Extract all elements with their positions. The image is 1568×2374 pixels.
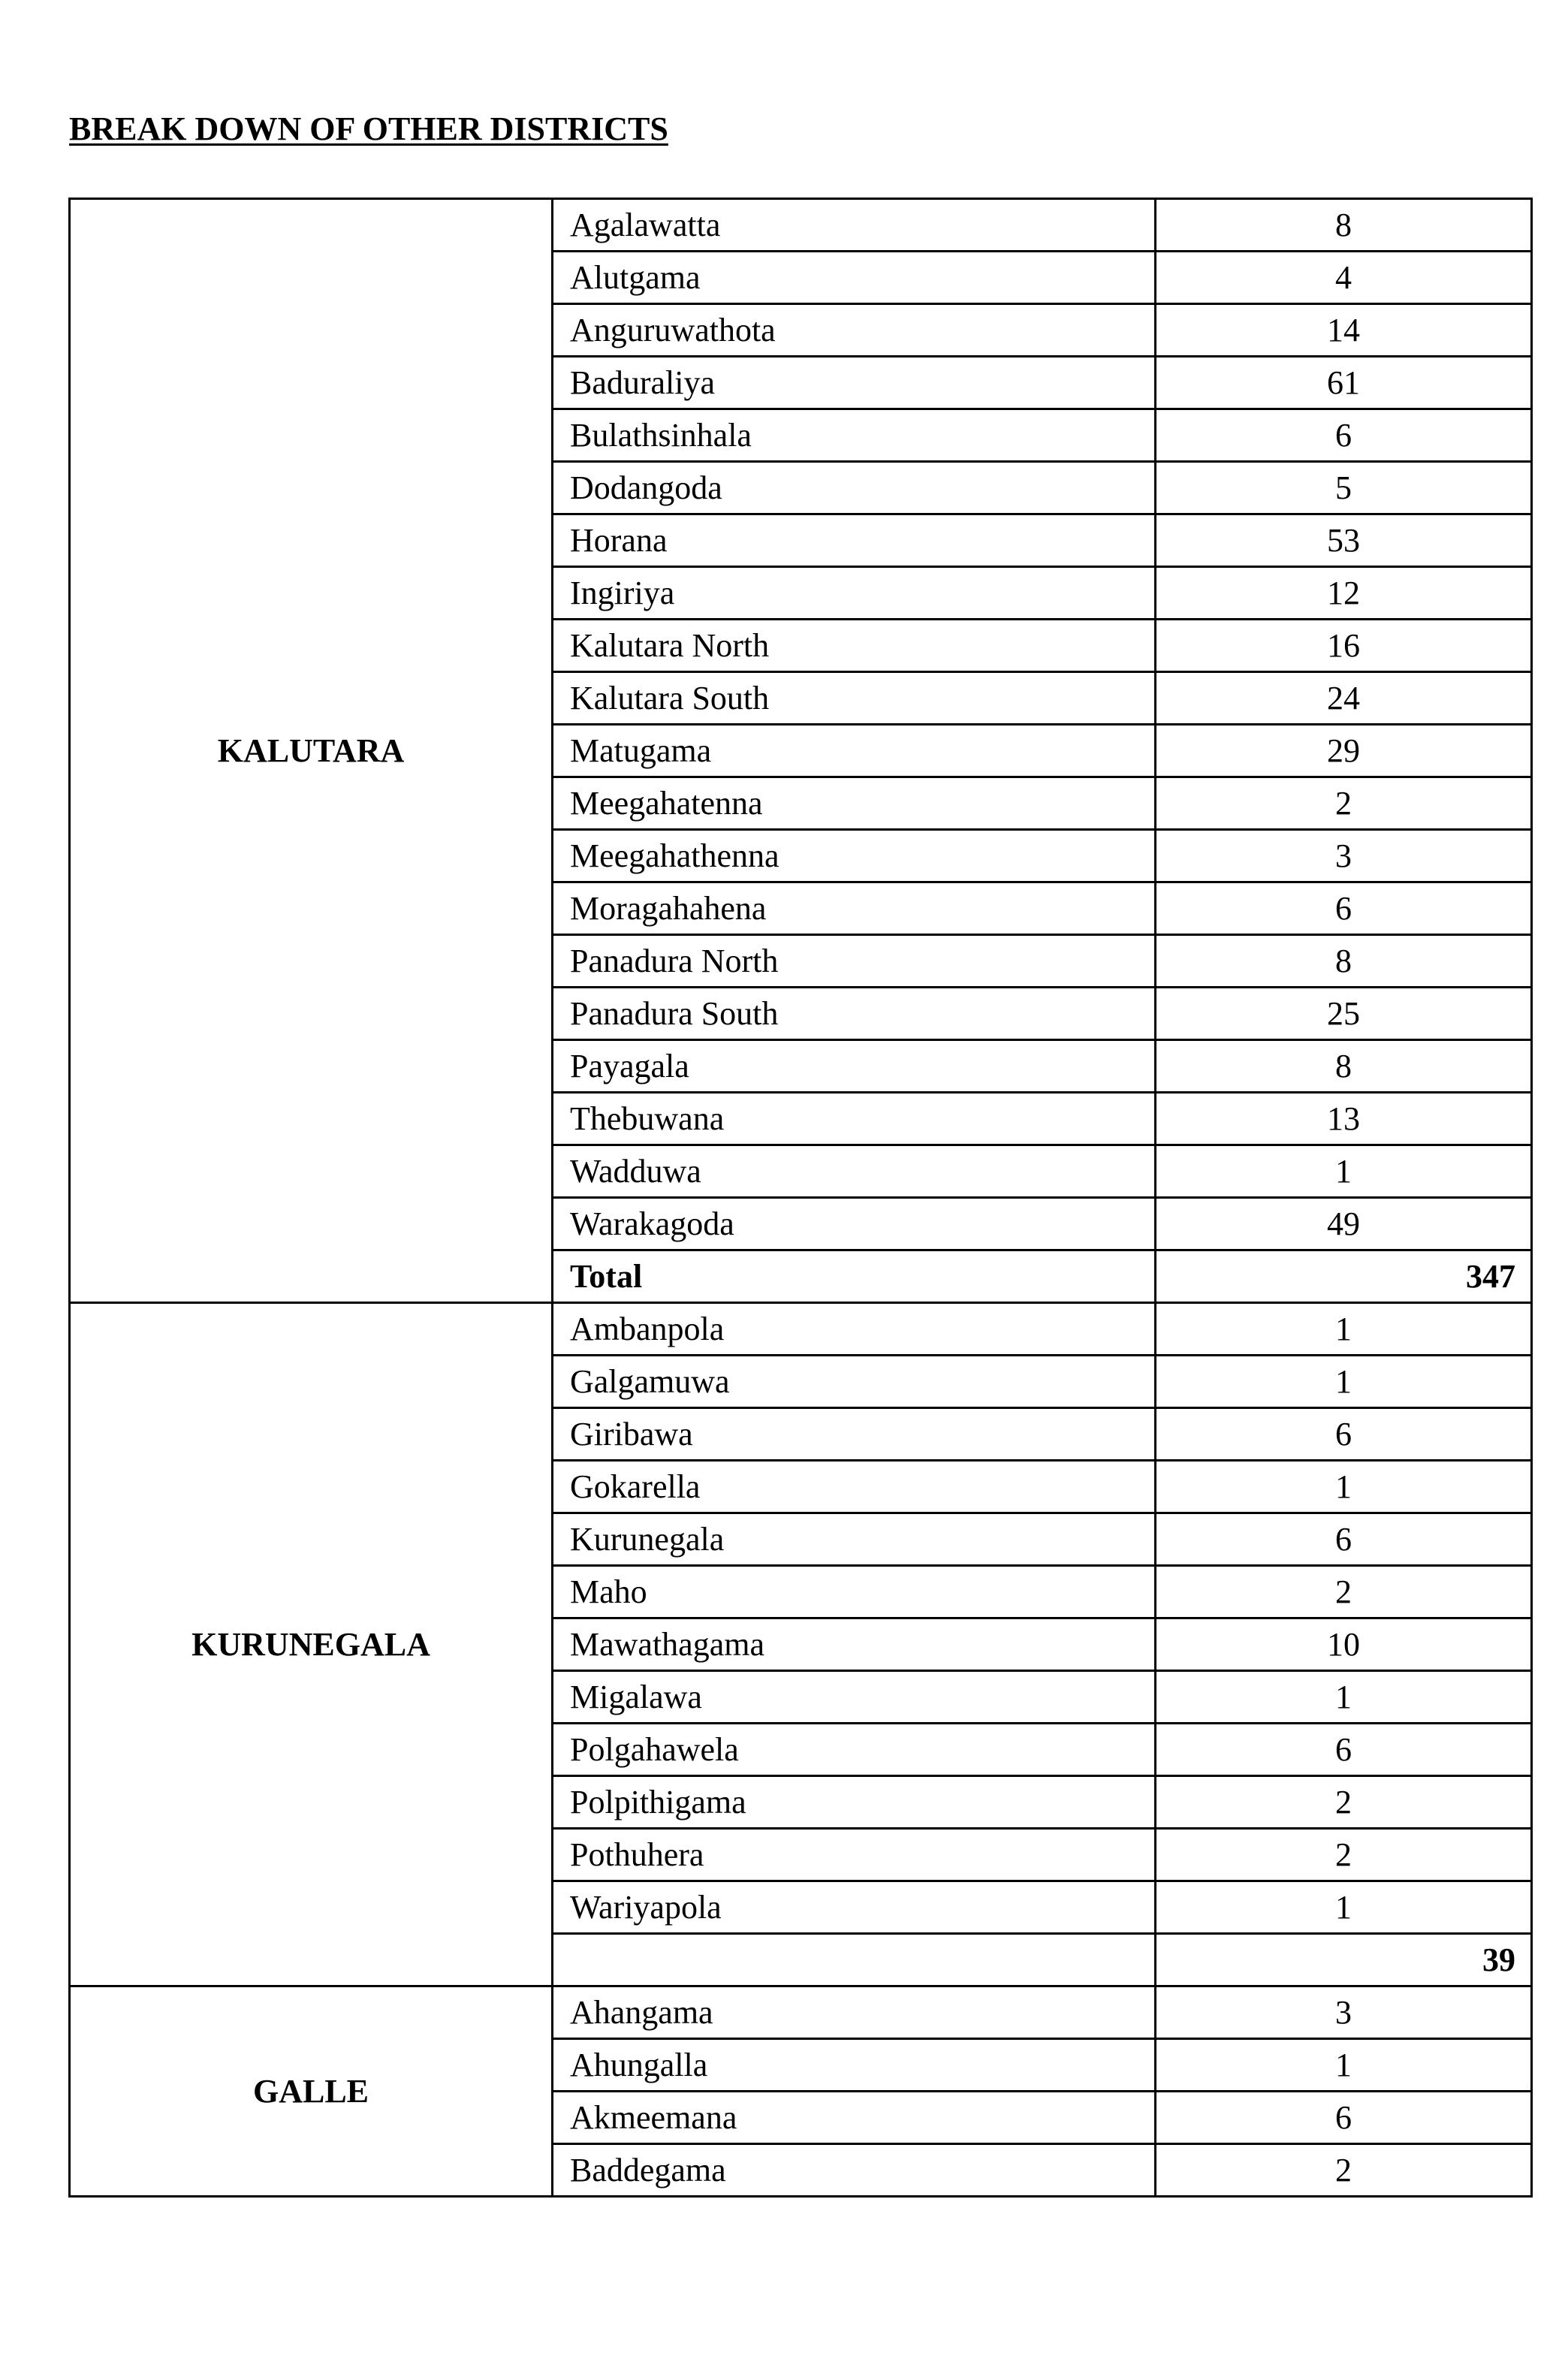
area-count: 6 [1156, 1513, 1532, 1566]
area-count: 14 [1156, 304, 1532, 357]
area-count: 3 [1156, 830, 1532, 882]
area-count: 16 [1156, 620, 1532, 672]
area-count: 1 [1156, 1671, 1532, 1724]
area-name: Polgahawela [553, 1724, 1156, 1776]
total-label: Total [553, 1250, 1156, 1303]
area-name: Horana [553, 514, 1156, 567]
area-name: Maho [553, 1566, 1156, 1618]
table-row [70, 1303, 1532, 1356]
area-count: 4 [1156, 252, 1532, 304]
page-title: BREAK DOWN OF OTHER DISTRICTS [69, 110, 668, 147]
area-name: Matugama [553, 725, 1156, 777]
area-name: Mawathagama [553, 1618, 1156, 1671]
area-count: 53 [1156, 514, 1532, 567]
area-name: Wadduwa [553, 1145, 1156, 1198]
area-count: 3 [1156, 1986, 1532, 2039]
area-count: 6 [1156, 409, 1532, 462]
district-breakdown-table [68, 198, 1533, 2198]
area-name: Akmeemana [553, 2092, 1156, 2144]
area-name: Agalawatta [553, 199, 1156, 252]
area-name: Ahungalla [553, 2039, 1156, 2092]
area-name: Gokarella [553, 1461, 1156, 1513]
area-count: 1 [1156, 1881, 1532, 1934]
area-count: 1 [1156, 1461, 1532, 1513]
area-count: 13 [1156, 1093, 1532, 1145]
area-count: 1 [1156, 1145, 1532, 1198]
area-name: Bulathsinhala [553, 409, 1156, 462]
area-count: 8 [1156, 199, 1532, 252]
area-count: 2 [1156, 1566, 1532, 1618]
total-value: 39 [1156, 1934, 1532, 1986]
table-body [70, 199, 1532, 2197]
total-value: 347 [1156, 1250, 1532, 1303]
area-count: 8 [1156, 1040, 1532, 1093]
area-name: Alutgama [553, 252, 1156, 304]
area-count: 1 [1156, 1303, 1532, 1356]
area-count: 8 [1156, 935, 1532, 988]
area-name: Kalutara South [553, 672, 1156, 725]
district-name: GALLE [70, 1986, 553, 2197]
area-count: 6 [1156, 882, 1532, 935]
table-row [70, 199, 1532, 252]
area-count: 1 [1156, 2039, 1532, 2092]
area-count: 61 [1156, 357, 1532, 409]
table-row [70, 1986, 1532, 2039]
area-name: Ambanpola [553, 1303, 1156, 1356]
area-name: Migalawa [553, 1671, 1156, 1724]
area-name: Dodangoda [553, 462, 1156, 514]
area-name: Anguruwathota [553, 304, 1156, 357]
area-count: 5 [1156, 462, 1532, 514]
area-count: 10 [1156, 1618, 1532, 1671]
area-name: Baduraliya [553, 357, 1156, 409]
area-name: Warakagoda [553, 1198, 1156, 1250]
area-count: 25 [1156, 988, 1532, 1040]
area-name: Meegahatenna [553, 777, 1156, 830]
area-name: Panadura South [553, 988, 1156, 1040]
area-name: Payagala [553, 1040, 1156, 1093]
area-name: Moragahahena [553, 882, 1156, 935]
area-count: 2 [1156, 2144, 1532, 2197]
area-name: Kurunegala [553, 1513, 1156, 1566]
area-count: 12 [1156, 567, 1532, 620]
area-name: Ingiriya [553, 567, 1156, 620]
area-name: Pothuhera [553, 1829, 1156, 1881]
area-count: 1 [1156, 1356, 1532, 1408]
area-count: 49 [1156, 1198, 1532, 1250]
area-name: Baddegama [553, 2144, 1156, 2197]
area-count: 2 [1156, 1829, 1532, 1881]
area-name: Galgamuwa [553, 1356, 1156, 1408]
area-name: Thebuwana [553, 1093, 1156, 1145]
area-count: 2 [1156, 777, 1532, 830]
total-label [553, 1934, 1156, 1986]
area-count: 6 [1156, 1724, 1532, 1776]
area-name: Meegahathenna [553, 830, 1156, 882]
area-name: Kalutara North [553, 620, 1156, 672]
area-name: Wariyapola [553, 1881, 1156, 1934]
district-name: KURUNEGALA [70, 1303, 553, 1986]
district-name: KALUTARA [70, 199, 553, 1303]
area-count: 6 [1156, 2092, 1532, 2144]
area-count: 2 [1156, 1776, 1532, 1829]
area-count: 24 [1156, 672, 1532, 725]
area-name: Polpithigama [553, 1776, 1156, 1829]
area-name: Panadura North [553, 935, 1156, 988]
area-count: 29 [1156, 725, 1532, 777]
area-name: Giribawa [553, 1408, 1156, 1461]
area-name: Ahangama [553, 1986, 1156, 2039]
area-count: 6 [1156, 1408, 1532, 1461]
